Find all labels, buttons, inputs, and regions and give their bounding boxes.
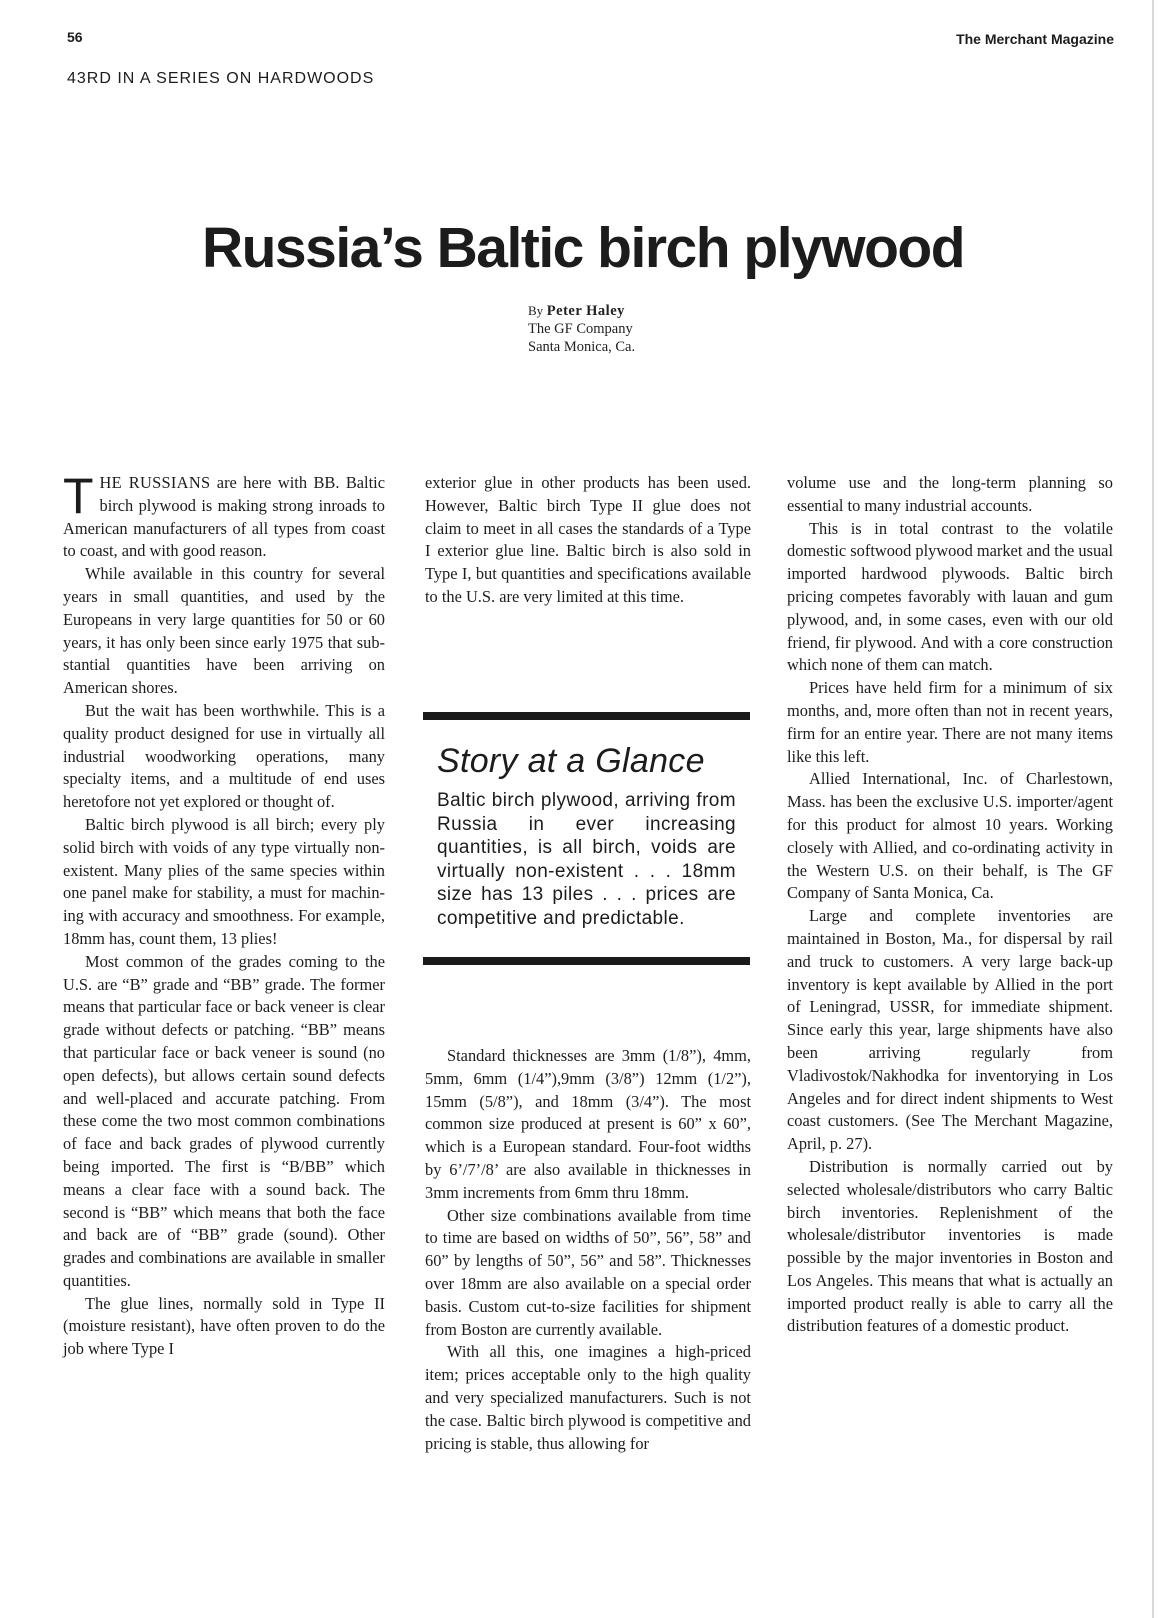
article-paragraph: The glue lines, normally sold in Type II (moisture resistant), have often proven to do the job where Type I (63, 1293, 385, 1359)
article-paragraph: While available in this country for several years in small quantities, and used by the Europeans in very large quantities for 50 or 60 years, it has only been since early 1975 that substantial quantities have been arriving on American shores. (63, 564, 385, 698)
glance-top-rule (423, 712, 750, 720)
article-paragraph: Standard thicknesses are 3mm (1/8”), 4mm, 5mm, 6mm (1/4”),9mm (3/8”) 12mm (1/2”), 15mm (5/8”), and 18mm (3/4”). The most common size produced at present is 60” x 60”, which is a European standard. Four-foot widths by 6’/7’/8’ are also available in thicknesses in 3mm increments from 6mm thru 18mm. (425, 1046, 751, 1202)
byline-prefix: By (528, 303, 544, 318)
magazine-name: The Merchant Magazine (956, 31, 1114, 47)
article-column-2-bottom (425, 1045, 751, 1455)
article-paragraph: With all this, one imagines a high-priced item; prices acceptable only to the high quality and very specialized manufacturers. Such is not the case. Baltic birch plywood is competitive and pricing is stable, thus allowing for (425, 1342, 751, 1453)
paragraph-text: are here with BB. Baltic birch plywood is making strong inroads to American manufacturers of all types from coast to coast, and with good reason. (63, 473, 385, 561)
article-paragraph: But the wait has been worthwhile. This is a quality product designed for use in virtually all industrial woodworking operations, many specialty items, and a multitude of end uses heretofore not yet explored or thought of. (63, 700, 385, 812)
article-paragraph: Distribution is normally carried out by selected wholesale/distributors who carry Baltic birch inventories. Replenishment of the wholesale/distributor inventories is made possible by the major inventories in Boston and Los Angeles. This means that what is actually an imported product really is able to carry all the distribution features of a domestic product. (787, 1156, 1113, 1336)
article-paragraph: Large and complete inventories are maintained in Boston, Ma., for dispersal by rail and truck to customers. A very large back-up inventory is kept available by Allied in the port of Leningrad, USSR, for immediate shipment. Since early this year, large shipments have also been arriving regularly from Vladivostok/Nakhodka for inventorying in Los Angeles and for direct indent shipments to West coast customers. (See The Merchant Magazine, April, p. 27). (787, 906, 1113, 1154)
article-paragraph: Allied International, Inc. of Charlestown, Mass. has been the exclusive U.S. importer/agent for this product for almost 10 years. Working closely with Allied, and co-ordinating activity in the Western U.S. on their behalf, is The GF Company of Santa Monica, Ca. (787, 769, 1113, 903)
byline-author: Peter Haley (546, 303, 625, 319)
byline-company: The GF Company (528, 321, 633, 337)
article-paragraph: Baltic birch plywood is all birch; every ply solid birch with voids of any type virtually non-existent. Many plies of the same species within one panel make for stability, a must for machining with accuracy and smoothness. For example, 18mm has, count them, 13 plies! (63, 814, 385, 948)
page-number: 56 (67, 29, 83, 45)
article-title: Russia’s Baltic birch plywood (201, 216, 965, 280)
lead-caps: HE RUSSIANS (99, 473, 211, 492)
article-paragraph: Most common of the grades coming to the U.S. are “B” grade and “BB” grade. The former means that particular face or back veneer is clear grade without defects or patching. “BB” means that particular face or back veneer is sound (no open defects), but allows certain sound defects and well-placed and accurate patching. From these come the two most common combinations of face and back grades of plywood currently being imported. The first is “B/BB” which means a clear face with a sound back. The second is “BB” which means that both the face and back are of “BB” grade (sound). Other grades and combinations are available in smaller quantities. (63, 951, 385, 1290)
drop-cap: T (63, 468, 94, 524)
article-paragraph: Other size combinations available from time to time are based on widths of 50”, 56”, 58” and 60” by lengths of 50”, 56” and 58”. Thicknesses over 18mm are also available on a special order basis. Custom cut-to-size facilities for shipment from Boston are currently available. (425, 1205, 751, 1339)
article-paragraph (63, 468, 385, 563)
byline-location: Santa Monica, Ca. (528, 339, 636, 355)
article-paragraph: volume use and the long-term planning so essential to many industrial accounts. (787, 473, 1113, 515)
byline (528, 302, 635, 356)
series-label: 43RD IN A SERIES ON HARDWOODS (67, 70, 375, 87)
article-column-3 (787, 472, 1113, 1338)
story-at-a-glance-box (423, 712, 750, 965)
byline-author-line (528, 302, 635, 320)
article-paragraph: This is in total contrast to the volatile domestic softwood plywood market and the usual imported hardwood plywoods. Baltic birch pricing competes favorably with lauan and gum plywood, and, in some cases, even with our old friend, fir plywood. And with a core construction which none of them can match. (787, 518, 1113, 675)
article-column-1 (63, 468, 385, 1361)
article-paragraph: exterior glue in other products has been used. However, Baltic birch Type II glue does not claim to meet in all cases the standards of a Type I exterior glue line. Baltic birch is also sold in Type I, but quantities and specifications available to the U.S. are very limited at this time. (425, 473, 751, 606)
glance-bottom-rule (423, 957, 750, 965)
glance-title: Story at a Glance (437, 742, 705, 780)
article-column-2-top (425, 472, 751, 609)
glance-summary: Baltic birch plywood, arriving from Russia in ever increasing quantities, is all birch, voids are virtually non-existent . . . 18mm size has 13 piles . . . prices are competitive and predictable. (437, 790, 736, 929)
article-paragraph: Prices have held firm for a minimum of six months, and, more often than not in recent years, firm for an entire year. There are not many items like this left. (787, 678, 1113, 766)
